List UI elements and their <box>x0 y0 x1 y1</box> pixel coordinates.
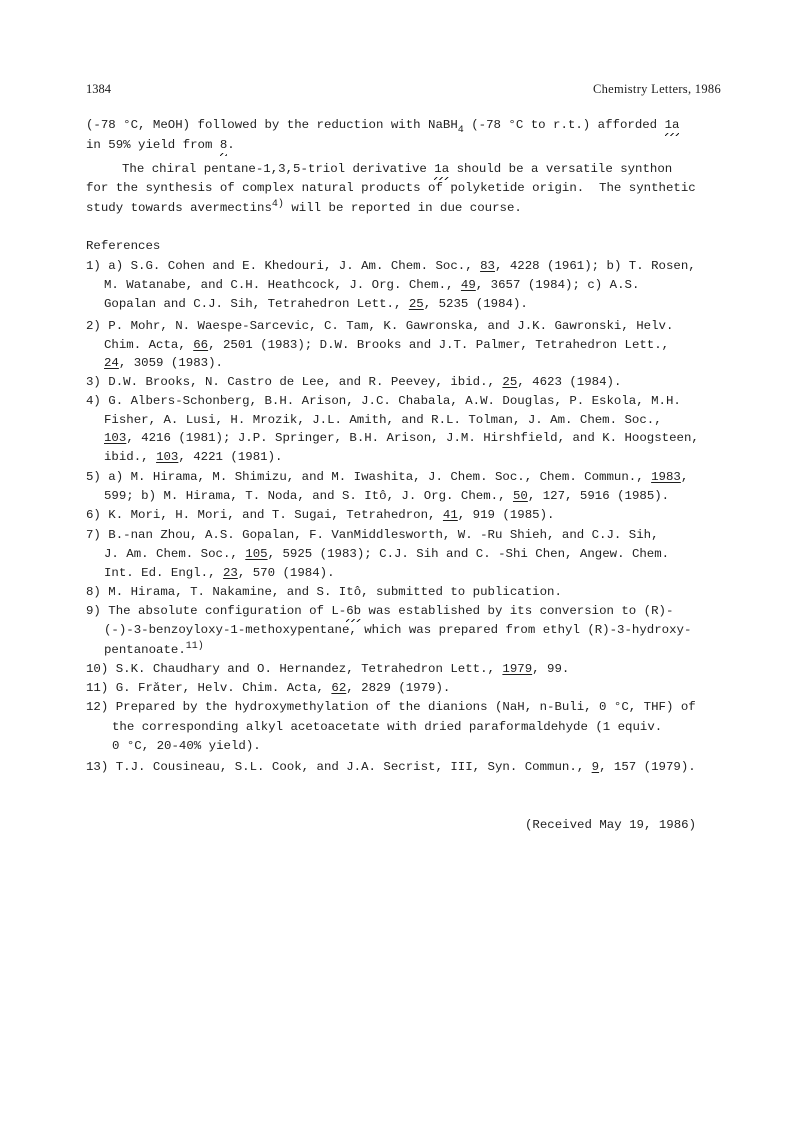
ref-8-line-1 <box>86 585 562 599</box>
superscript: 11) <box>185 641 204 652</box>
volume: 49 <box>460 278 476 292</box>
ref-10-line-1 <box>86 662 569 676</box>
ref-5-line-1 <box>86 470 688 484</box>
text: Int. Ed. Engl., <box>104 566 223 580</box>
text: study towards avermectins <box>86 201 272 215</box>
text: 599; b) M. Hirama, T. Noda, and S. It <box>104 489 380 503</box>
ref-1-line-1 <box>86 259 696 273</box>
ref-4-line-4 <box>104 450 282 464</box>
ref-3-line-1 <box>86 375 621 389</box>
volume: 62 <box>331 681 347 695</box>
compound-ref: 1a <box>664 118 680 132</box>
volume: 25 <box>408 297 424 311</box>
volume: 24 <box>104 356 119 370</box>
ref-12-line-3: 0 °C, 20-40% yield). <box>112 739 261 753</box>
subscript: 4 <box>457 125 464 136</box>
volume: 83 <box>480 259 495 273</box>
text: , <box>680 470 689 484</box>
text: , 2829 (1979). <box>346 681 451 695</box>
text: ter, Helv. Chim. Acta, <box>160 681 332 695</box>
text: 9) The absolute configuration of L- <box>86 604 347 618</box>
text: , 157 (1979). <box>599 760 696 774</box>
text: pentanoate. <box>104 643 186 657</box>
text: 1) a) S.G. Cohen and E. Khedouri, J. Am. Chem. Soc., <box>86 259 481 273</box>
ref-4-line-1: 4) G. Albers-Schonberg, B.H. Arison, J.C. Chabala, A.W. Douglas, P. Eskola, M.H. <box>86 394 681 408</box>
text: , 4221 (1981). <box>178 450 283 464</box>
text: Gopalan and C.J. Sih, Tetrahedron Lett., <box>104 297 409 311</box>
ref-4-line-3 <box>104 431 699 445</box>
text: (-78 °C, MeOH) followed by the reduction with NaBH <box>86 118 458 132</box>
ref-13-line-1 <box>86 760 696 774</box>
received-date: (Received May 19, 1986) <box>525 818 697 832</box>
text: Chim. Acta, <box>104 338 194 352</box>
text: ă <box>152 681 161 695</box>
text: J. Am. Chem. Soc., <box>104 547 246 561</box>
compound-ref: 1a <box>434 162 450 176</box>
ref-2-line-1: 2) P. Mohr, N. Waespe-Sarcevic, C. Tam, K. Gawronska, and J.K. Gawronski, Helv. <box>86 319 674 333</box>
ref-6-line-1 <box>86 508 554 522</box>
text: , 2501 (1983); D.W. Brooks and J.T. Palmer, Tetrahedron Lett., <box>208 338 670 352</box>
volume: 1979 <box>502 662 533 676</box>
ref-9-line-2: (-)-3-benzoyloxy-1-methoxypentane, which was prepared from ethyl (R)-3-hydroxy- <box>104 623 692 637</box>
volume: 103 <box>104 431 127 445</box>
volume: 23 <box>222 566 238 580</box>
text: should be a versatile synthon <box>449 162 673 176</box>
para2-line-3 <box>86 201 522 215</box>
text: will be reported in due course. <box>283 201 522 215</box>
text: , 4216 (1981); J.P. Springer, B.H. Arison, J.M. Hirshfield, and K. Hoogsteen, <box>126 431 699 445</box>
ref-5-line-2 <box>104 489 669 503</box>
ref-11-line-1 <box>86 681 450 695</box>
volume: 103 <box>156 450 179 464</box>
text: , 5235 (1984). <box>423 297 528 311</box>
volume: 50 <box>512 489 528 503</box>
text: 5) a) M. Hirama, M. Shimizu, and M. Iwashita, J. Chem. Soc., Chem. Commun., <box>86 470 652 484</box>
text: , 5925 (1983); C.J. Sih and C. -Shi Chen, Angew. Chem. <box>267 547 670 561</box>
ref-7-line-2 <box>104 547 669 561</box>
text: in 59% yield from <box>86 138 220 152</box>
ref-7-line-1: 7) B.-nan Zhou, A.S. Gopalan, F. VanMiddlesworth, W. -Ru Shieh, and C.J. Sih, <box>86 528 659 542</box>
text: 6) K. Mori, H. Mori, and T. Sugai, Tetrahedron, <box>86 508 443 522</box>
references-heading: References <box>86 239 161 253</box>
volume: 105 <box>245 547 268 561</box>
text: , 3059 (1983). <box>118 356 223 370</box>
ref-1-line-2 <box>104 278 639 292</box>
ref-1-line-3 <box>104 297 528 311</box>
ref-12-line-1: 12) Prepared by the hydroxymethylation of the dianions (NaH, n-Buli, 0 °C, THF) of <box>86 700 696 714</box>
text: , submitted to publication. <box>361 585 562 599</box>
para2-line-1 <box>122 162 672 176</box>
ref-2-line-3 <box>104 356 223 370</box>
text: ô <box>379 489 387 503</box>
text: , 99. <box>532 662 570 676</box>
compound-ref: 8 <box>219 138 228 152</box>
journal-title: Chemistry Letters, 1986 <box>592 82 721 96</box>
text: M. Watanabe, and C.H. Heathcock, J. Org. Chem., <box>104 278 461 292</box>
text: 3) D.W. Brooks, N. Castro de Lee, and R. Peevey, ibid., <box>86 375 503 389</box>
text: (-78 °C to r.t.) afforded <box>463 118 665 132</box>
volume: 1983 <box>651 470 681 484</box>
ref-2-line-2 <box>104 338 669 352</box>
text: 8) M. Hirama, T. Nakamine, and S. It <box>86 585 354 599</box>
compound-ref: 6b <box>346 604 362 618</box>
para2-line-2: for the synthesis of complex natural products of polyketide origin. The synthetic <box>86 181 696 195</box>
text: , 3657 (1984); c) A.S. <box>475 278 640 292</box>
superscript: 4) <box>271 199 284 210</box>
text: ibid., <box>104 450 157 464</box>
volume: 25 <box>502 375 518 389</box>
text: 11) G. Fr <box>86 681 153 695</box>
ref-4-line-2: Fisher, A. Lusi, H. Mrozik, J.L. Amith, and R.L. Tolman, J. Am. Chem. Soc., <box>104 413 662 427</box>
volume: 41 <box>442 508 458 522</box>
ref-7-line-3 <box>104 566 335 580</box>
ref-12-line-2: the corresponding alkyl acetoacetate with dried paraformaldehyde (1 equiv. <box>112 720 663 734</box>
text: ô <box>353 585 362 599</box>
ref-9-line-1 <box>86 604 673 618</box>
text: , 570 (1984). <box>237 566 335 580</box>
text: , 919 (1985). <box>457 508 555 522</box>
page-number: 1384 <box>86 82 111 96</box>
text: , 127, 5916 (1985). <box>527 489 670 503</box>
text: The chiral pentane-1,3,5-triol derivative <box>122 162 435 176</box>
text: was established by its conversion to (R)- <box>361 604 674 618</box>
text: , 4623 (1984). <box>517 375 622 389</box>
volume: 66 <box>193 338 209 352</box>
volume: 9 <box>591 760 600 774</box>
intro-line-2 <box>86 138 235 152</box>
ref-9-line-3 <box>104 643 204 657</box>
intro-line-1 <box>86 118 680 136</box>
text: 13) T.J. Cousineau, S.L. Cook, and J.A. Secrist, III, Syn. Commun., <box>86 760 592 774</box>
text: . <box>227 138 235 152</box>
text: 10) S.K. Chaudhary and O. Hernandez, Tetrahedron Lett., <box>86 662 503 676</box>
text: , 4228 (1961); b) T. Rosen, <box>494 259 696 273</box>
text: , J. Org. Chem., <box>386 489 513 503</box>
